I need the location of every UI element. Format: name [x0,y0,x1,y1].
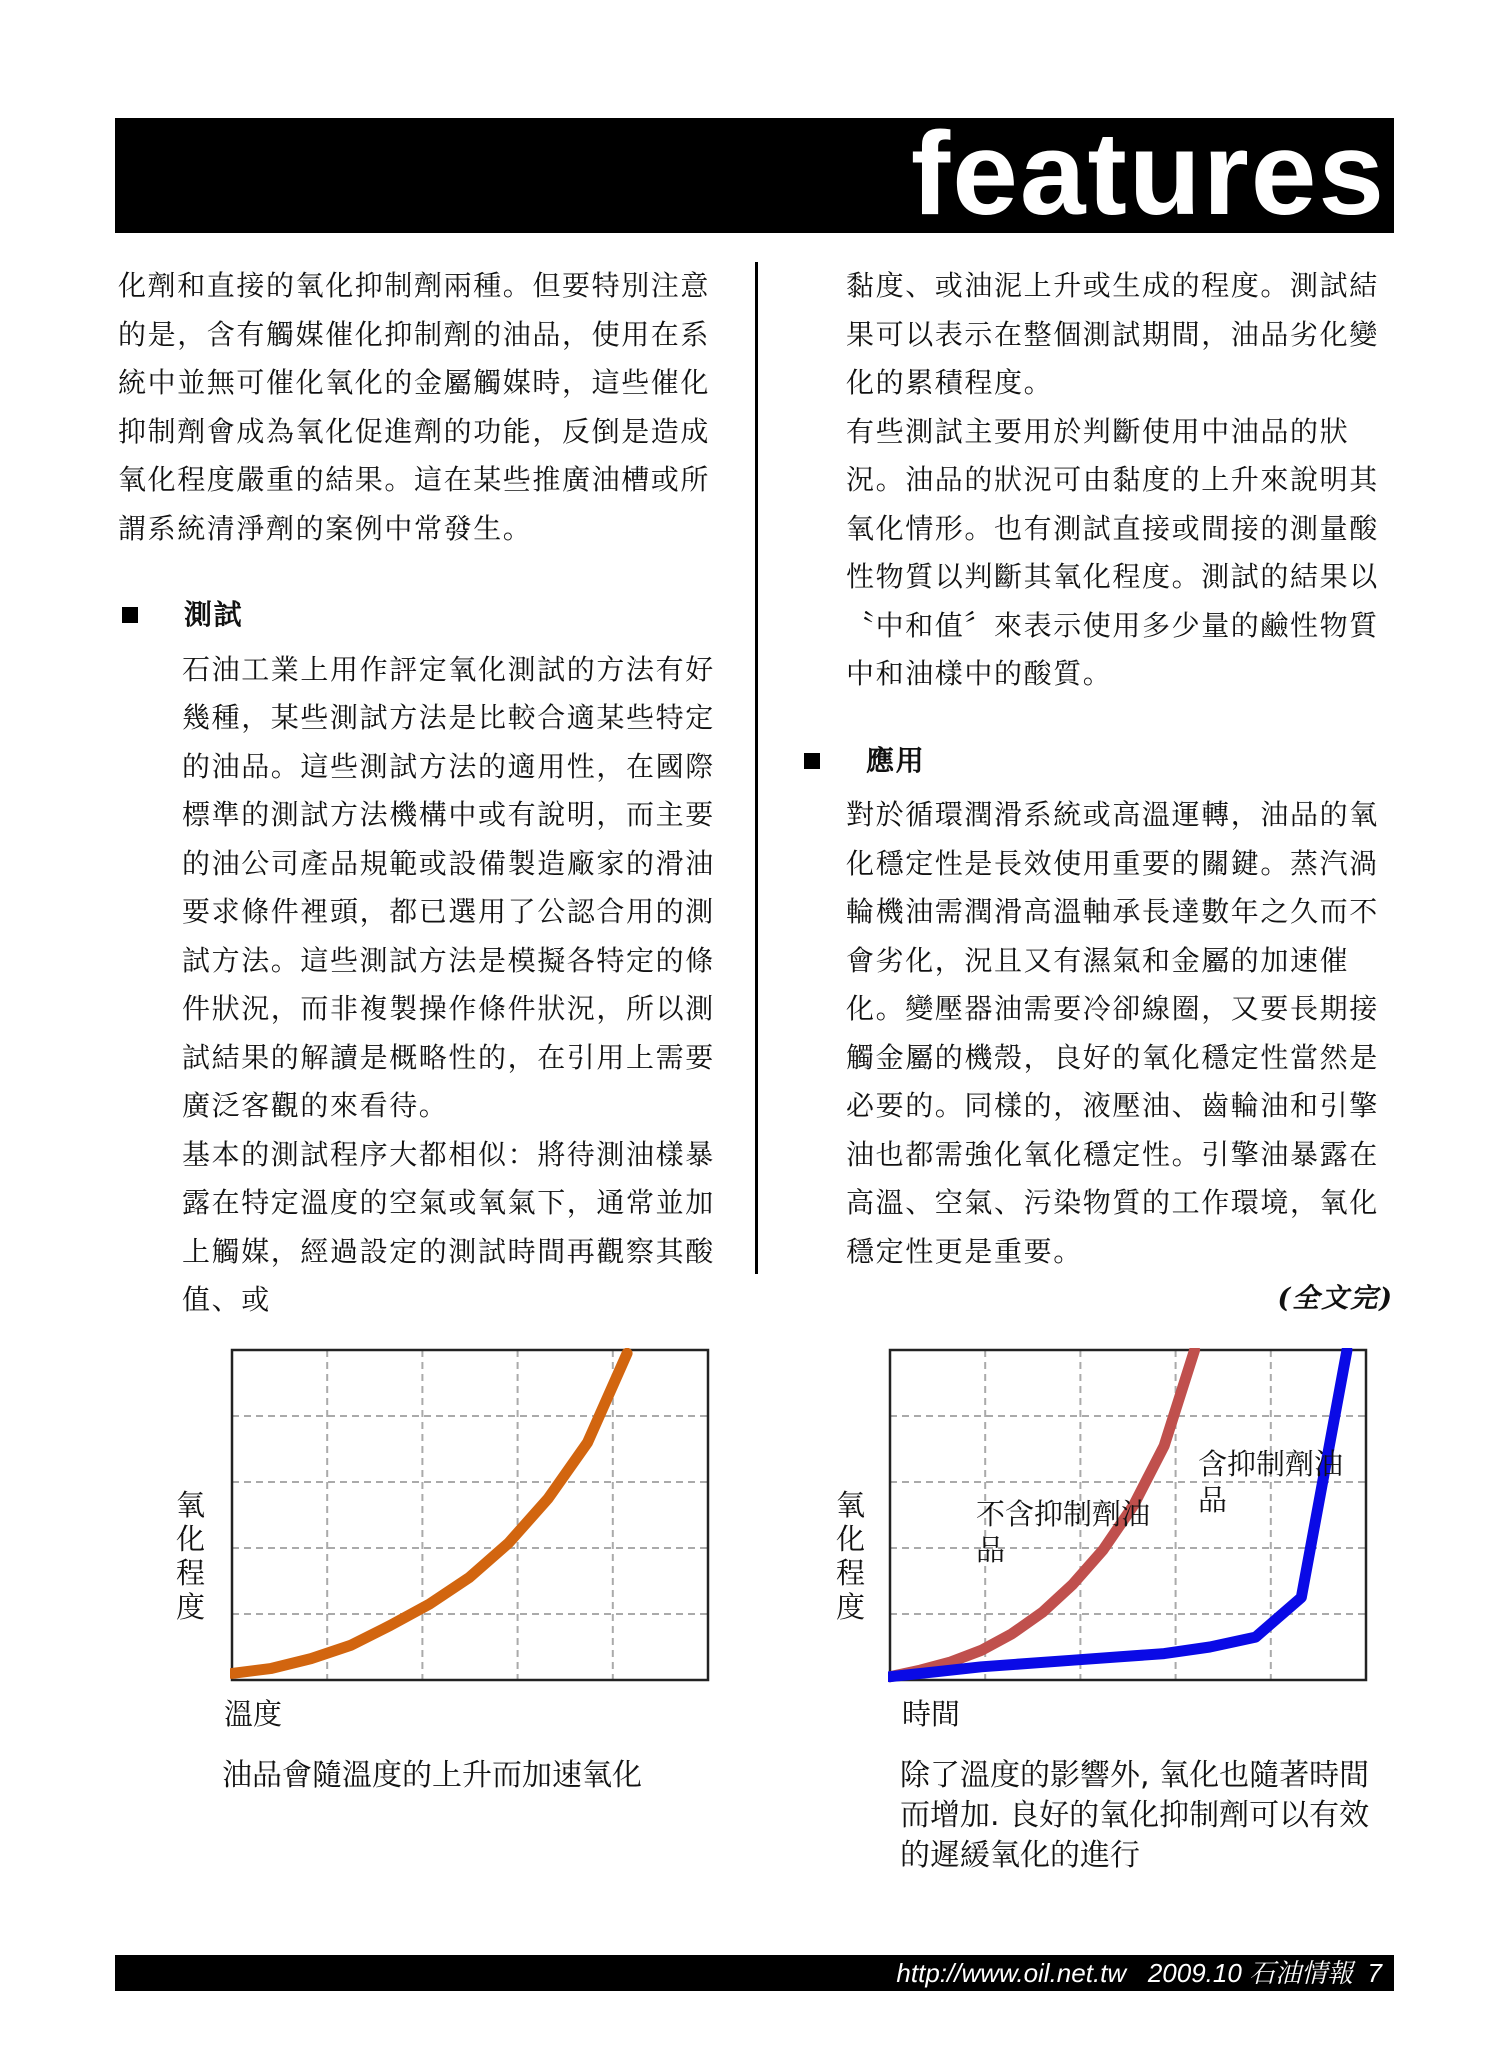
series-line-0 [232,1353,627,1673]
section-heading-label: 測試 [184,598,244,631]
footer-text [896,1955,1382,1991]
left-column [118,262,728,1325]
legend-no-inhibitor: 不含抑制劑油品 [976,1497,1151,1567]
column-divider [755,262,758,1274]
chart2-x-label: 時間 [902,1697,961,1731]
footer-publication: 石油情報 [1249,1958,1354,1988]
legend-with-inhibitor: 含抑制劑油品 [1198,1447,1344,1517]
square-bullet-icon [122,607,138,623]
right-paragraph-1: 黏度、或油泥上升或生成的程度。測試結果可以表示在整個測試期間，油品劣化變化的累積程度。 [846,269,1379,399]
section-heading-application [804,737,1394,786]
plot-frame [232,1350,708,1680]
section-heading-label: 應用 [866,743,926,777]
chart1-y-label: 氧化程度 [176,1488,206,1624]
end-mark: (全文完) [1277,1283,1394,1314]
right-paragraph-2: 有些測試主要用於判斷使用中油品的狀況。油品的狀況可由黏度的上升來說明其氧化情形。也有測試直接或間接的測量酸性物質以判斷其氧化程度。測試的結果以〝中和值〞來表示使用多少量的鹼性物質中和油樣中的酸質。 [846,414,1379,690]
temperature-oxidation-chart [230,1348,710,1684]
chart2-caption: 除了溫度的影響外, 氧化也隨著時間而增加. 良好的氧化抑制劑可以有效的遲緩氧化的進行 [900,1758,1370,1873]
square-bullet-icon [804,753,820,769]
right-column [846,262,1394,1276]
header-banner [115,108,1394,240]
footer-url: http://www.oil.net.tw [896,1958,1127,1988]
chart2-y-label: 氧化程度 [836,1488,866,1624]
section-heading-testing [122,591,728,640]
testing-paragraph-2: 基本的測試程序大都相似：將待測油樣暴露在特定溫度的空氣或氧氣下，通常並加上觸媒，經過設定的測試時間再觀察其酸值、或 [182,1137,715,1316]
page-number: 7 [1367,1958,1382,1988]
footer-issue: 2009.10 [1147,1958,1242,1988]
chart1-x-label: 溫度 [224,1697,283,1731]
application-paragraph-1: 對於循環潤滑系統或高溫運轉，油品的氧化穩定性是長效使用重要的關鍵。蒸汽渦輪機油需潤滑高溫軸承長達數年之久而不會劣化，況且又有濕氣和金屬的加速催化。變壓器油需要冷卻線圈，又要長期接觸金屬的機殼，良好的氧化穩定性當然是必要的。同樣的，液壓油、齒輪油和引擎油也都需強化氧化穩定性。引擎油暴露在高溫、空氣、污染物質的工作環境，氧化穩定性更是重要。 [846,798,1379,1268]
testing-paragraph-1: 石油工業上用作評定氧化測試的方法有好幾種，某些測試方法是比較合適某些特定的油品。這些測試方法的適用性，在國際標準的測試方法機構中或有說明，而主要的油公司產品規範或設備製造廠家的滑油要求條件裡頭，都已選用了公認合用的測試方法。這些測試方法是模擬各特定的條件狀況，而非複製操作條件狀況，所以測試結果的解讀是概略性的，在引用上需要廣泛客觀的來看待。 [182,652,715,1122]
left-paragraph-1: 化劑和直接的氧化抑制劑兩種。但要特別注意的是，含有觸媒催化抑制劑的油品，使用在系統中並無可催化氧化的金屬觸媒時，這些催化抑制劑會成為氧化促進劑的功能，反倒是造成氧化程度嚴重的結果。這在某些推廣油槽或所謂系統清淨劑的案例中常發生。 [118,269,711,545]
footer-bar [115,1955,1394,1991]
section-title: features [910,108,1386,240]
chart1-caption: 油品會隨溫度的上升而加速氧化 [222,1758,642,1793]
